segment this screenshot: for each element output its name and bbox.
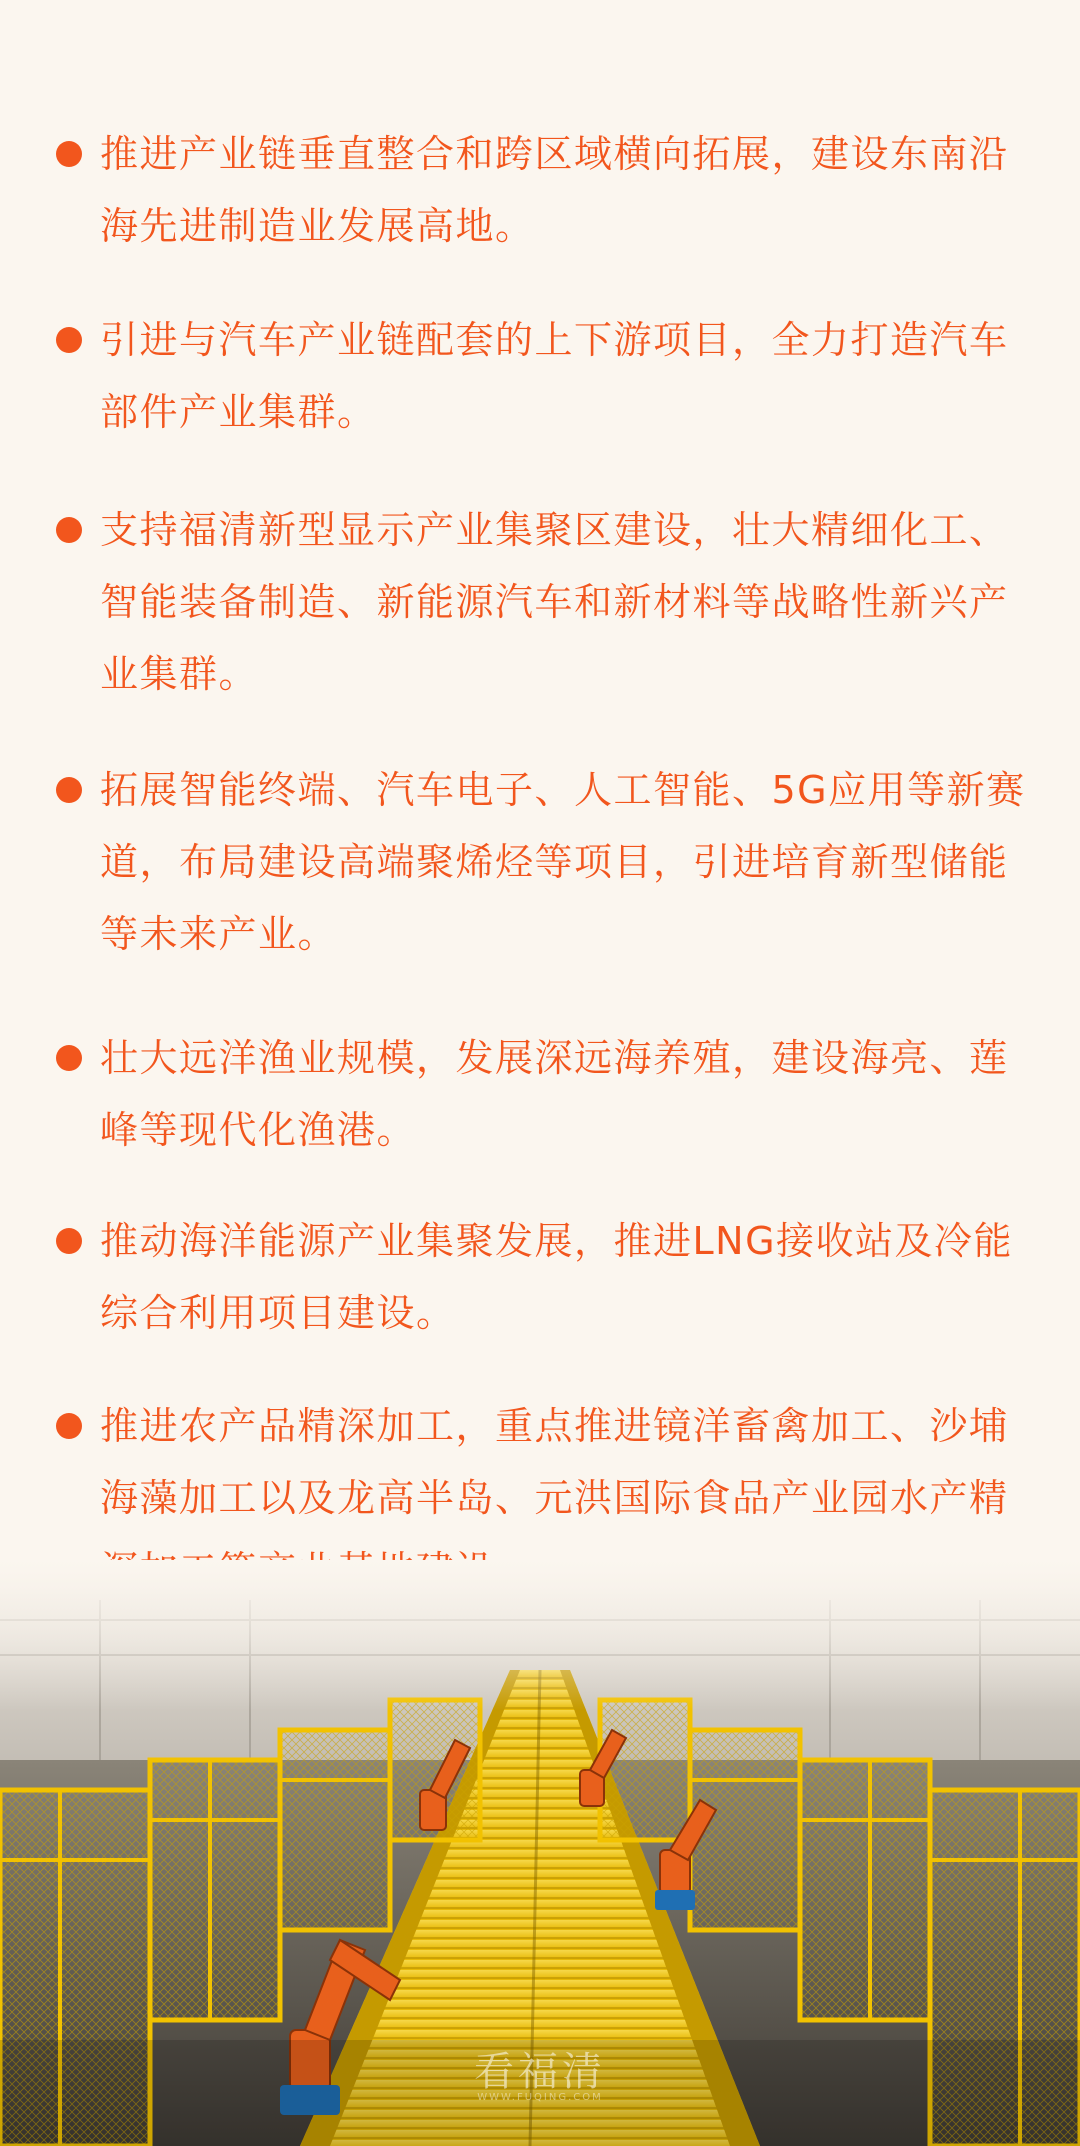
bullet-text: 支持福清新型显示产业集聚区建设，壮大精细化工、智能装备制造、新能源汽车和新材料等战略性新兴产业集群。 (100, 508, 1009, 696)
bullet-dot-icon (56, 1228, 82, 1254)
watermark-subtext: WWW.FUQING.COM (477, 2092, 603, 2103)
bullet-text: 拓展智能终端、汽车电子、人工智能、5G应用等新赛道，布局建设高端聚烯烃等项目，引进培育新型储能等未来产业。 (100, 768, 1026, 956)
bullet-dot-icon (56, 1045, 82, 1071)
bullet-text: 推进农产品精深加工，重点推进镜洋畜禽加工、沙埔海藻加工以及龙高半岛、元洪国际食品产业园水产精 (100, 1404, 1009, 1520)
bullet-dot-icon (56, 777, 82, 803)
watermark-logo: 看福清 (474, 2049, 606, 2095)
fade-overlay (0, 1560, 1080, 1710)
bullet-text: 推动海洋能源产业集聚发展，推进LNG接收站及冷能综合利用项目建设。 (100, 1219, 1014, 1335)
bullet-dot-icon (56, 517, 82, 543)
bullet-dot-icon (56, 141, 82, 167)
bullet-text: 引进与汽车产业链配套的上下游项目，全力打造汽车部件产业集群。 (100, 318, 1009, 434)
bullet-dot-icon (56, 1413, 82, 1439)
bullet-dot-icon (56, 327, 82, 353)
bullet-text: 壮大远洋渔业规模，发展深远海养殖，建设海亮、莲峰等现代化渔港。 (100, 1036, 1009, 1152)
bullet-text: 推进产业链垂直整合和跨区域横向拓展，建设东南沿海先进制造业发展高地。 (100, 132, 1009, 248)
